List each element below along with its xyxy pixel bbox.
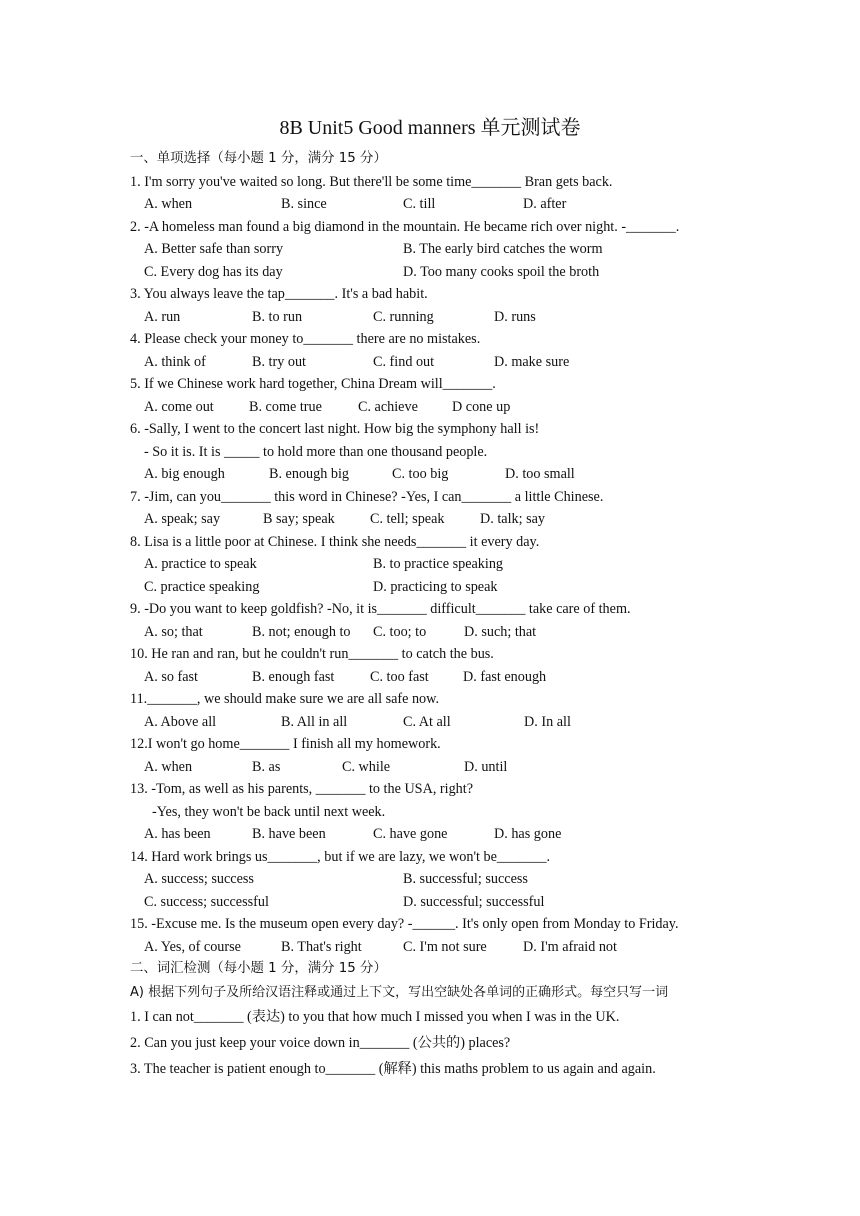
options-2b (130, 261, 730, 284)
option-d: D. make sure (494, 353, 570, 370)
option-d: D. has gone (494, 826, 562, 842)
option-b: B. since (281, 196, 327, 212)
options-10 (130, 666, 730, 689)
options-9 (130, 621, 730, 644)
question-6-reply: - So it is. It is _____ to hold more than one thousand people. (144, 443, 488, 460)
option-d: D cone up (452, 398, 511, 415)
option-d: D. successful; successful (403, 893, 545, 910)
option-a: A. success; success (144, 871, 254, 887)
option-c: C. find out (373, 353, 435, 370)
option-a: A. so fast (144, 668, 198, 685)
question-6: 6. -Sally, I went to the concert last night. How big the symphony hall is! (130, 421, 540, 437)
option-c: C. too fast (370, 668, 429, 685)
option-a: A. so; that (144, 623, 203, 640)
exam-content (130, 148, 730, 1082)
option-b: B say; speak (263, 511, 335, 527)
option-b: B. as (252, 758, 281, 775)
question-15: 15. -Excuse me. Is the museum open every day? -______. It's only open from Monday to Friday. (130, 916, 679, 932)
option-a: A. come out (144, 398, 214, 415)
option-a: A. big enough (144, 466, 225, 482)
option-d: D. talk; say (480, 511, 546, 527)
options-15 (130, 936, 730, 959)
option-a: A. when (144, 196, 193, 212)
options-8b (130, 576, 730, 599)
question-8: 8. Lisa is a little poor at Chinese. I think she needs_______ it every day. (130, 533, 540, 550)
option-c: C. Every dog has its day (144, 263, 283, 280)
option-b: B. to practice speaking (373, 556, 504, 572)
options-12 (130, 756, 730, 779)
vocab-item-2: 2. Can you just keep your voice down in_______ (公共的) places? (130, 1034, 511, 1051)
option-c: C. too; to (373, 623, 427, 640)
option-b: B. All in all (281, 713, 348, 730)
option-d: D. fast enough (463, 668, 547, 685)
option-d: D. practicing to speak (373, 578, 498, 595)
section-1-heading: 一、单项选择（每小题 1 分，满分 15 分） (130, 151, 387, 166)
option-b: B. That's right (281, 938, 362, 955)
question-13-reply: -Yes, they won't be back until next week. (152, 803, 386, 820)
option-a: A. Better safe than sorry (144, 241, 284, 257)
question-12: 12.I won't go home_______ I finish all my homework. (130, 736, 441, 752)
option-c: C. till (403, 196, 436, 212)
question-1: 1. I'm sorry you've waited so long. But there'll be some time_______ Bran gets back. (130, 173, 613, 190)
question-3: 3. You always leave the tap_______. It's a bad habit. (130, 286, 428, 302)
option-b: B. successful; success (403, 871, 528, 887)
question-5: 5. If we Chinese work hard together, China Dream will_______. (130, 376, 496, 392)
option-b: B. to run (252, 308, 303, 325)
question-13: 13. -Tom, as well as his parents, _______ to the USA, right? (130, 781, 474, 797)
option-c: C. too big (392, 466, 449, 482)
question-11: 11._______, we should make sure we are all safe now. (130, 691, 440, 707)
vocab-item-3: 3. The teacher is patient enough to_______ (解释) this maths problem to us again and again. (130, 1060, 656, 1077)
option-d: D. Too many cooks spoil the broth (403, 263, 600, 280)
question-2: 2. -A homeless man found a big diamond in the mountain. He became rich over night. -_______. (130, 218, 680, 235)
option-b: B. enough big (269, 466, 349, 482)
options-14b (130, 891, 730, 914)
vocab-item-1: 1. I can not_______ (表达) to you that how much I missed you when I was in the UK. (130, 1008, 620, 1025)
question-9: 9. -Do you want to keep goldfish? -No, it is_______ difficult_______ take care of them. (130, 601, 631, 617)
option-b: B. come true (249, 398, 322, 415)
option-a: A. Yes, of course (144, 938, 241, 955)
question-14: 14. Hard work brings us_______, but if we are lazy, we won't be_______. (130, 848, 551, 865)
options-14a (130, 868, 730, 891)
page-title: 8B Unit5 Good manners 单元测试卷 (279, 117, 581, 139)
option-c: C. practice speaking (144, 578, 260, 595)
option-d: D. too small (505, 466, 575, 482)
options-1 (130, 193, 730, 216)
option-b: B. try out (252, 353, 306, 370)
option-a: A. has been (144, 826, 211, 842)
option-b: B. not; enough to (252, 623, 351, 640)
option-a: A. Above all (144, 713, 217, 730)
option-d: D. I'm afraid not (523, 938, 617, 955)
options-5 (130, 396, 730, 419)
option-d: D. such; that (464, 623, 537, 640)
option-c: C. I'm not sure (403, 938, 487, 955)
option-c: C. while (342, 758, 391, 775)
option-d: D. after (523, 196, 567, 212)
option-b: B. enough fast (252, 668, 335, 685)
section-2-instruction: A) 根据下列句子及所给汉语注释或通过上下文，写出空缺处各单词的正确形式。每空只写一词 (130, 984, 669, 1000)
option-a: A. practice to speak (144, 556, 257, 572)
option-d: D. until (464, 758, 508, 775)
option-c: C. success; successful (144, 893, 269, 910)
option-c: C. At all (403, 713, 451, 730)
options-3 (130, 306, 730, 329)
question-4: 4. Please check your money to_______ there are no mistakes. (130, 331, 481, 347)
options-7 (130, 508, 730, 531)
options-6 (130, 463, 730, 486)
option-a: A. speak; say (144, 511, 221, 527)
section-2-heading: 二、词汇检测（每小题 1 分，满分 15 分） (130, 961, 387, 976)
option-c: C. running (373, 308, 434, 325)
option-c: C. tell; speak (370, 511, 445, 527)
options-4 (130, 351, 730, 374)
option-a: A. when (144, 758, 193, 775)
option-d: D. In all (524, 713, 571, 730)
option-d: D. runs (494, 308, 536, 325)
option-b: B. The early bird catches the worm (403, 241, 603, 257)
option-a: A. run (144, 308, 181, 325)
question-7: 7. -Jim, can you_______ this word in Chinese? -Yes, I can_______ a little Chinese. (130, 488, 604, 505)
option-a: A. think of (144, 353, 206, 370)
option-c: C. have gone (373, 826, 448, 842)
options-8a (130, 553, 730, 576)
option-b: B. have been (252, 826, 326, 842)
options-11 (130, 711, 730, 734)
question-10: 10. He ran and ran, but he couldn't run_______ to catch the bus. (130, 646, 494, 662)
options-2a (130, 238, 730, 261)
option-c: C. achieve (358, 398, 418, 415)
options-13 (130, 823, 730, 846)
